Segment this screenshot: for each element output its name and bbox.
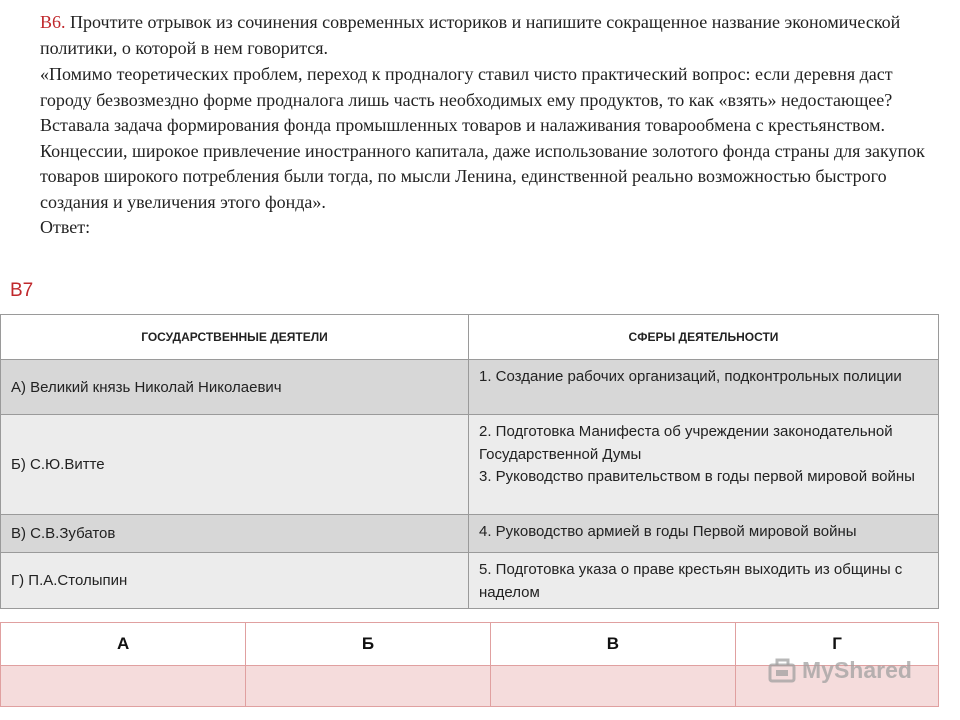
sphere-2: 2. Подготовка Манифеста об учреждении законодательной Государственной Думы — [479, 423, 893, 463]
b6-answer-label: Ответ: — [40, 217, 91, 237]
answer-cell-b[interactable] — [246, 666, 490, 707]
sphere-3: 3. Руководство правительством в годы первой мировой войны — [479, 468, 915, 485]
answer-header-v: В — [490, 623, 735, 666]
b6-question — [40, 10, 940, 61]
answer-header-a: А — [1, 623, 246, 666]
matching-table — [0, 314, 939, 609]
table-header-row — [1, 315, 939, 360]
watermark-text: MyShared — [802, 656, 912, 683]
header-spheres: СФЕРЫ ДЕЯТЕЛЬНОСТИ — [469, 315, 939, 360]
figure-g: Г) П.А.Столыпин — [1, 553, 469, 609]
myshared-logo-icon — [768, 656, 798, 684]
sphere-cell — [469, 415, 939, 515]
figure-b: Б) С.Ю.Витте — [1, 415, 469, 515]
answer-cell-v[interactable] — [490, 666, 735, 707]
table-row — [1, 360, 939, 415]
b6-number: В6. — [40, 12, 66, 32]
sphere-1: 1. Создание рабочих организаций, подконтрольных полиции — [479, 368, 902, 385]
sphere-cell — [469, 360, 939, 415]
task-b6 — [40, 10, 940, 241]
b6-quote: «Помимо теоретических проблем, переход к продналогу ставил чисто практический вопрос: если деревня даст городу безвозмездно форме продналога лишь часть необходимых ему продуктов, то как «взять» недостающее? Вставала задача формирования фонда промышленных товаров и налаживания товарообмена с крестьянством. Концессии, широкое привлечение иностранного капитала, даже использование золотого фонда страны для закупок товаров широкого потребления были тогда, по мысли Ленина, единственной реально возможностью быстрого создания и увеличения этого фонда». — [40, 64, 925, 212]
answer-header-b: Б — [246, 623, 490, 666]
figure-v: В) С.В.Зубатов — [1, 515, 469, 553]
table-row — [1, 553, 939, 609]
figure-a: А) Великий князь Николай Николаевич — [1, 360, 469, 415]
answer-header-g: Г — [736, 623, 939, 666]
header-figures: ГОСУДАРСТВЕННЫЕ ДЕЯТЕЛИ — [1, 315, 469, 360]
watermark — [768, 656, 912, 684]
answer-cell-a[interactable] — [1, 666, 246, 707]
b6-question-text: Прочтите отрывок из сочинения современных историков и напишите сокращенное название экономической политики, о которой в нем говорится. — [40, 12, 901, 58]
b7-label: В7 — [10, 280, 34, 301]
sphere-5: 5. Подготовка указа о праве крестьян выходить из общины с наделом — [479, 561, 903, 601]
table-row — [1, 515, 939, 553]
table-row — [1, 415, 939, 515]
sphere-4: 4. Руководство армией в годы Первой мировой войны — [479, 523, 857, 540]
sphere-cell — [469, 553, 939, 609]
sphere-cell — [469, 515, 939, 553]
